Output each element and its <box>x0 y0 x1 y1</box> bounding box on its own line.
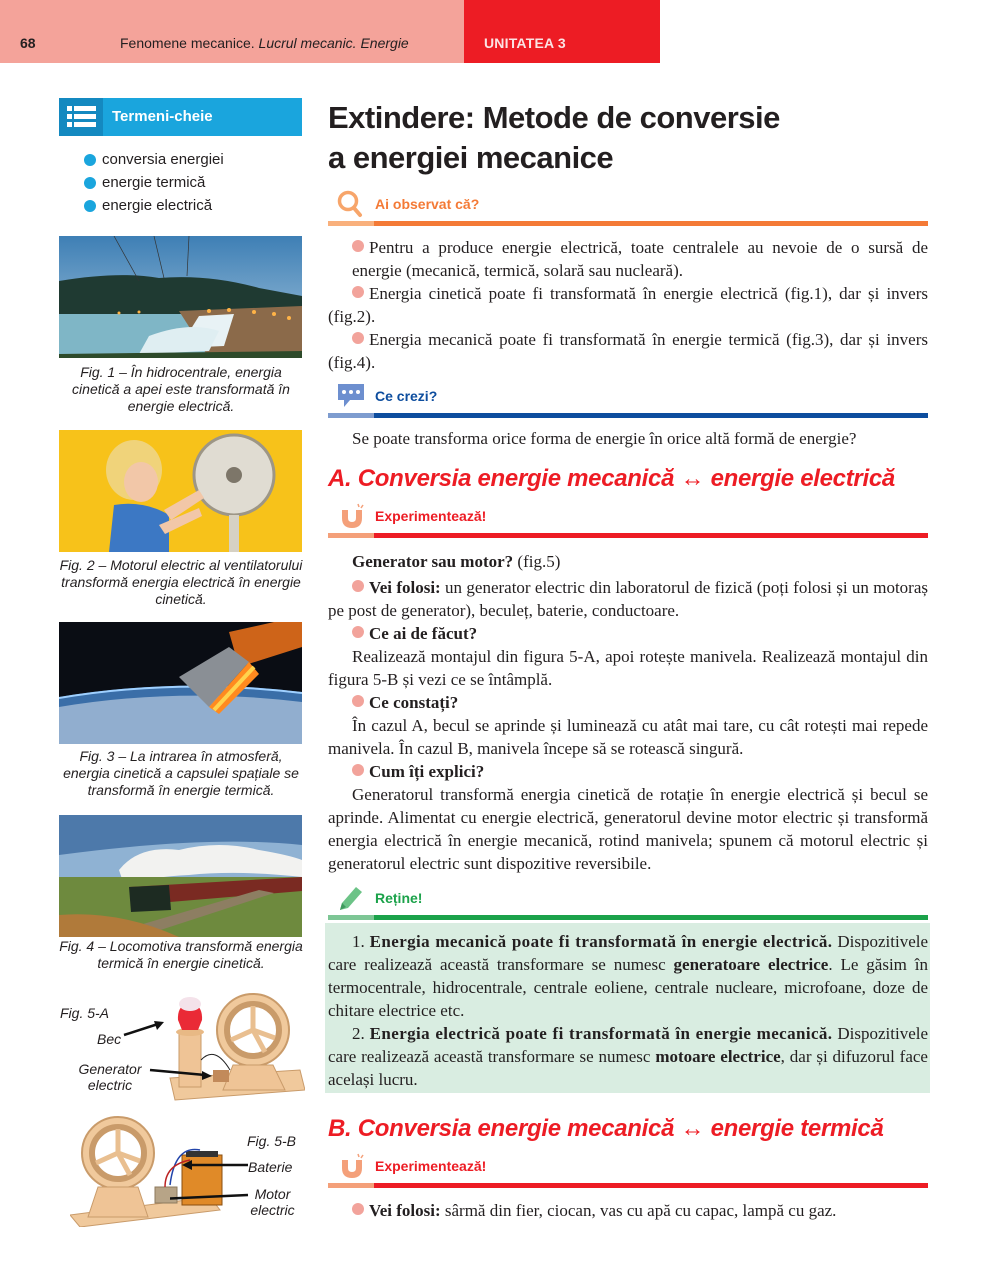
key-terms-header <box>59 98 302 136</box>
page-title-line1: Extindere: Metode de conversie <box>328 100 780 135</box>
divider <box>328 1183 374 1188</box>
observe-paragraphs <box>328 236 928 374</box>
observe-paragraph-3 <box>328 328 928 374</box>
magnifier-icon <box>336 190 366 218</box>
remember-term: motoare electrice <box>655 1047 781 1066</box>
chapter-title <box>120 35 409 51</box>
remember-term: generatoare electrice <box>673 955 829 974</box>
remember-text: Dispozitivele care realizează această transformare se numesc <box>328 1024 929 1066</box>
materials-b-paragraph <box>328 1199 928 1222</box>
bullet-dot-icon <box>352 332 364 344</box>
bullet-dot-icon <box>352 1203 364 1215</box>
header-band-right <box>464 0 660 63</box>
paragraph-text: Pentru a produce energie electrică, toate centralele au nevoie de o sursă de energie (mecanică, termică, solară sau nucleară). <box>352 238 928 280</box>
figure-4-caption: Fig. 4 – Locomotiva transformă energia termică în energie cinetică. <box>59 938 303 971</box>
section-a-title: A. Conversia energie mecanică ↔ energie electrică <box>328 465 895 492</box>
bullet-dot-icon <box>84 200 96 212</box>
paragraph-text: Energia mecanică poate fi transformată în energie termică (fig.3), dar și invers (fig.4). <box>328 330 928 372</box>
remember-text: , dar și difuzorul face același lucru. <box>328 1047 928 1089</box>
page-header <box>0 0 660 63</box>
key-term-item <box>84 171 224 194</box>
figure-5a-arrows <box>120 1000 220 1090</box>
observe-paragraph-1 <box>328 236 928 282</box>
remember-body <box>328 930 928 1091</box>
remember-text: . Le găsim în termocentrale, hidrocentrale, centrale eoliene, centrale nucleare, microfoane, doze de chitare electrice etc. <box>328 955 929 1020</box>
experiment-subtitle <box>328 550 928 573</box>
observe-section-header <box>328 190 928 226</box>
list-icon <box>59 98 103 136</box>
figure-5a-label: Fig. 5-A <box>60 1005 110 1021</box>
figure-3-caption: Fig. 3 – La intrarea în atmosferă, energia cinetică a capsulei spațiale se transformă în energie termică. <box>63 748 299 798</box>
key-terms-list <box>84 148 224 217</box>
remember-item-2-heading: Energia electrică poate fi transformată în energie mecanică. <box>369 1024 833 1043</box>
section-b-materials <box>328 1199 928 1222</box>
pencil-icon <box>336 884 366 912</box>
bullet-dot-icon <box>352 286 364 298</box>
think-label: Ce crezi? <box>375 388 438 404</box>
figure-5b-arrows <box>170 1155 252 1205</box>
materials-label: Vei folosi: <box>369 578 441 597</box>
figure-1-caption: Fig. 1 – În hidrocentrale, energia cinetică a apei este transformată în energie electrică. <box>72 364 290 414</box>
figure-5a-bec-label: Bec <box>97 1031 122 1047</box>
divider <box>328 221 374 226</box>
speech-bubble-icon <box>336 382 366 410</box>
section-a-body <box>328 550 928 875</box>
bullet-dot-icon <box>352 764 364 776</box>
key-term-item <box>84 148 224 171</box>
generator-label-line2: electric <box>87 1077 133 1093</box>
figure-3-capsule-image <box>59 622 302 744</box>
key-term-label: energie termică <box>102 174 206 191</box>
divider <box>328 413 374 418</box>
divider <box>374 413 928 418</box>
unit-label: UNITATEA 3 <box>484 35 566 51</box>
experiment-subtitle-bold: Generator sau motor? <box>352 552 514 571</box>
experiment-b-label: Experimentează! <box>375 1158 487 1174</box>
motor-label-line1: Motor <box>254 1186 291 1202</box>
remember-section-header <box>328 884 928 920</box>
motor-label-line2: electric <box>250 1202 295 1218</box>
bullet-dot-icon <box>352 240 364 252</box>
divider <box>374 533 928 538</box>
page-title <box>328 98 780 178</box>
experiment-a-label: Experimentează! <box>375 508 487 524</box>
divider <box>374 1183 928 1188</box>
item-number: 1. <box>352 932 370 951</box>
think-section-header <box>328 382 928 418</box>
page-number: 68 <box>20 35 36 51</box>
materials-b-text: sârmă din fier, ciocan, vas cu apă cu capac, lampă cu gaz. <box>440 1201 837 1220</box>
think-question: Se poate transforma orice forma de energie în orice altă formă de energie? <box>352 429 857 448</box>
remember-item-1-heading: Energia mecanică poate fi transformată în energie electrică. <box>369 932 833 951</box>
figure-4-locomotive-image <box>59 815 302 937</box>
materials-paragraph <box>328 576 928 622</box>
bullet-dot-icon <box>352 695 364 707</box>
remember-label: Reține! <box>375 890 423 906</box>
remember-text: Dispozitivele care realizează această transformare se numesc <box>328 932 929 974</box>
observe-heading <box>328 691 928 714</box>
paragraph-text: Energia cinetică poate fi transformată în energie electrică (fig.1), dar și invers (fig.2). <box>328 284 928 326</box>
observe-result-text: În cazul A, becul se aprinde și luminează cu atât mai tare, cu cât rotești mai repede manivela. În cazul B, manivela începe să se rotească singură. <box>328 716 928 758</box>
generator-label-line1: Generator <box>78 1061 142 1077</box>
key-term-label: energie electrică <box>102 197 213 214</box>
magnet-icon <box>336 1152 366 1180</box>
todo-text: Realizează montajul din figura 5-A, apoi rotește manivela. Realizează montajul din figura 5-B și vezi ce se întâmplă. <box>328 647 928 689</box>
key-term-item <box>84 194 224 217</box>
bullet-dot-icon <box>84 154 96 166</box>
magnet-icon <box>336 502 366 530</box>
figure-5b-motor-label <box>245 1186 300 1218</box>
bullet-dot-icon <box>352 626 364 638</box>
bullet-dot-icon <box>352 580 364 592</box>
figure-2-caption: Fig. 2 – Motorul electric al ventilatorului transformă energia electrică în energie cinetică. <box>59 557 303 607</box>
explain-heading <box>328 760 928 783</box>
experiment-a-header <box>328 502 928 538</box>
observe-result-label: Ce constați? <box>369 693 459 712</box>
observe-label: Ai observat că? <box>375 196 480 212</box>
figure-5b-baterie-label: Baterie <box>248 1159 293 1175</box>
figure-5b-label: Fig. 5-B <box>247 1133 297 1149</box>
materials-b-label: Vei folosi: <box>369 1201 441 1220</box>
bullet-dot-icon <box>84 177 96 189</box>
explain-label: Cum îți explici? <box>369 762 485 781</box>
divider <box>374 915 928 920</box>
materials-text: un generator electric din laboratorul de fizică (poți folosi și un motoraș pe post de generator), beculeț, baterie, conductoare. <box>328 578 928 620</box>
figure-1-hydro-dam-image <box>59 236 302 358</box>
experiment-subtitle-ref: (fig.5) <box>513 552 561 571</box>
experiment-b-header <box>328 1152 928 1188</box>
key-terms-title: Termeni-cheie <box>112 108 213 125</box>
explain-text: Generatorul transformă energia cinetică de rotație în energie electrică și becul se aprinde. Alimentat cu energie electrică, generatorul devine motor electric și transformă energia electrică în energie mecanică, rotind manivela; spunem că motorul electric și generatorul electric sunt dispozitive reversibile. <box>328 785 928 873</box>
key-term-label: conversia energiei <box>102 151 224 168</box>
header-band-left <box>0 0 464 63</box>
chapter-title-plain: Fenomene mecanice. <box>120 35 259 51</box>
remember-item-2 <box>328 1022 928 1091</box>
todo-heading <box>328 622 928 645</box>
observe-paragraph-2 <box>328 282 928 328</box>
chapter-title-italic: Lucrul mecanic. Energie <box>258 35 409 51</box>
divider <box>328 915 374 920</box>
remember-item-1 <box>328 930 928 1022</box>
section-b-title: B. Conversia energie mecanică ↔ energie termică <box>328 1115 884 1142</box>
item-number: 2. <box>352 1024 370 1043</box>
page-title-line2: a energiei mecanice <box>328 140 614 175</box>
todo-label: Ce ai de făcut? <box>369 624 478 643</box>
divider <box>374 221 928 226</box>
figure-2-fan-image <box>59 430 302 552</box>
divider <box>328 533 374 538</box>
